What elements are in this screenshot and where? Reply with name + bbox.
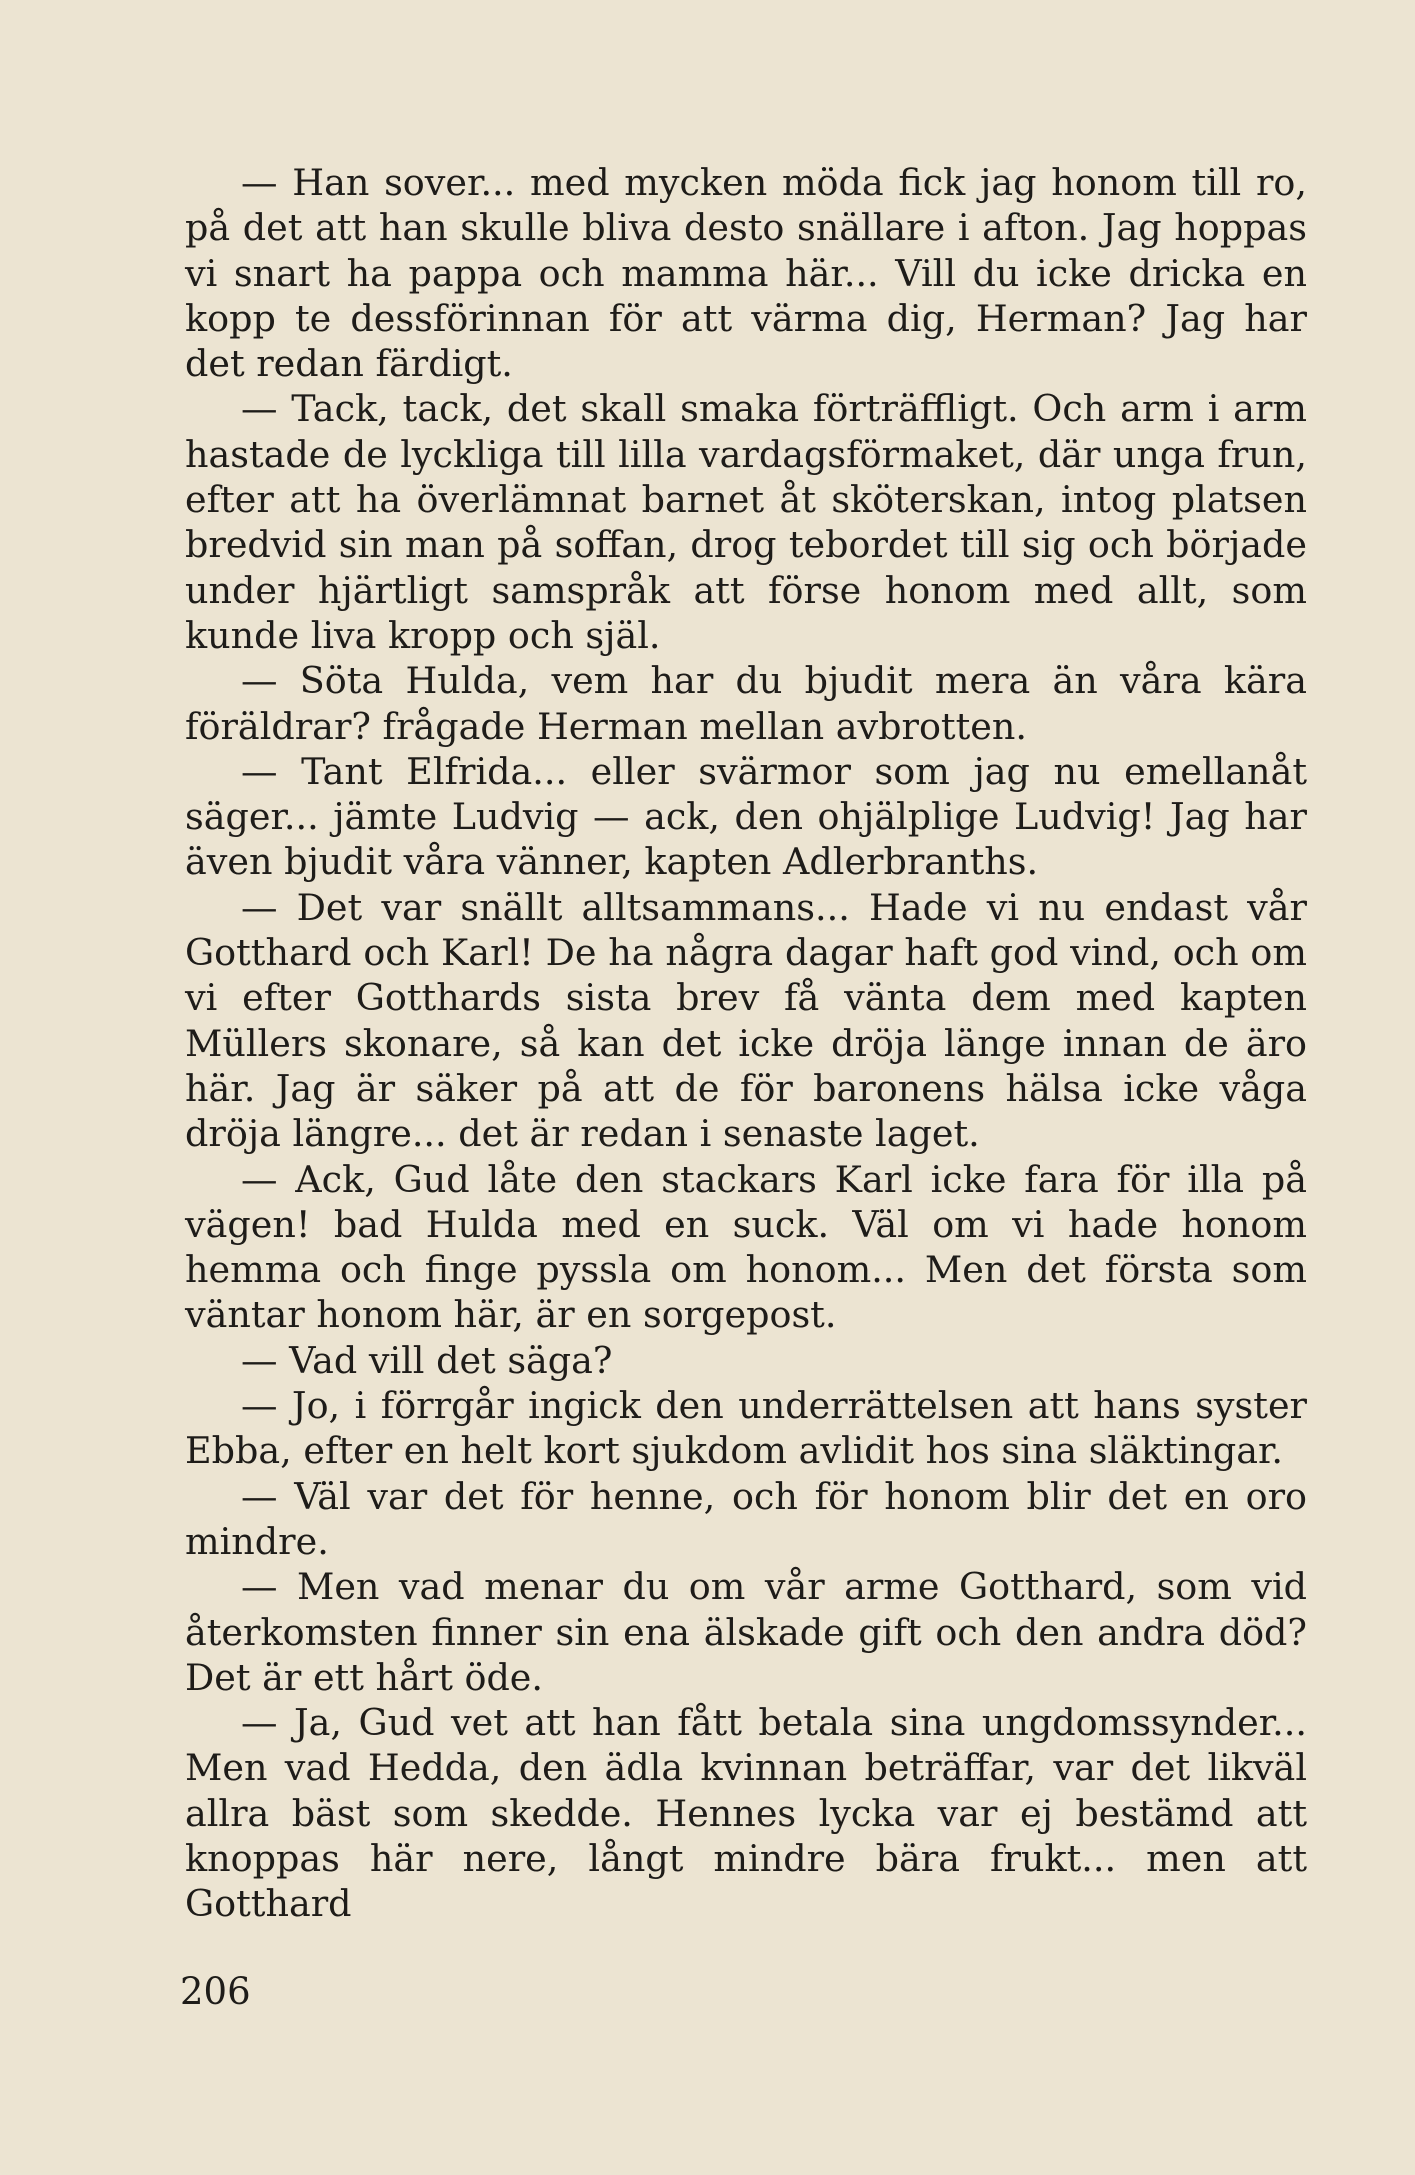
- paragraph: — Ack, Gud låte den stackars Karl icke fara för illa på vägen! bad Hulda med en suck. Väl om vi hade honom hemma och finge pyssla om honom... Men det första som väntar honom här, är en sorgepost.: [185, 1157, 1307, 1337]
- paragraph: — Vad vill det säga?: [241, 1338, 613, 1382]
- paragraph: — Han sover... med mycken möda fick jag honom till ro, på det att han skulle bliva desto snällare i afton. Jag hoppas vi snart ha pappa och mamma här... Vill du icke dricka en kopp te dessförinnan för att värma dig, Herman? Jag har det redan färdigt.: [185, 161, 1307, 386]
- paragraph: — Väl var det för henne, och för honom blir det en oro mindre.: [185, 1474, 1307, 1563]
- paragraph: — Men vad menar du om vår arme Gotthard, som vid återkomsten finner sin ena älskade gift och den andra död? Det är ett hårt öde.: [185, 1565, 1307, 1699]
- paragraph: — Söta Hulda, vem har du bjudit mera än våra kära föräldrar? frågade Herman mellan avbrotten.: [185, 659, 1307, 748]
- paragraph: — Tant Elfrida... eller svärmor som jag nu emellanåt säger... jämte Ludvig — ack, den ohjälplige Ludvig! Jag har även bjudit våra vänner, kapten Adlerbranths.: [185, 749, 1307, 884]
- body-text: [185, 160, 1307, 1927]
- page-number: 206: [180, 1970, 251, 2013]
- paragraph: — Jo, i förrgår ingick den underrättelsen att hans syster Ebba, efter en helt kort sjukdom avlidit hos sina släktingar.: [185, 1384, 1307, 1473]
- paragraph: — Ja, Gud vet att han fått betala sina ungdomssynder... Men vad Hedda, den ädla kvinnan beträffar, var det likväl allra bäst som skedde. Hennes lycka var ej bestämd att knoppas här nere, långt mindre bära frukt... men att Gotthard: [185, 1701, 1307, 1926]
- paragraph: — Det var snällt alltsammans... Hade vi nu endast vår Gotthard och Karl! De ha några dagar haft god vind, och om vi efter Gotthards sista brev få vänta dem med kapten Müllers skonare, så kan det icke dröja länge innan de äro här. Jag är säker på att de för baronens hälsa icke våga dröja längre... det är redan i senaste laget.: [185, 885, 1307, 1156]
- paragraph: — Tack, tack, det skall smaka förträffligt. Och arm i arm hastade de lyckliga till lilla vardagsförmaket, där unga frun, efter att ha överlämnat barnet åt sköterskan, intog platsen bredvid sin man på soffan, drog tebordet till sig och började under hjärtligt samspråk att förse honom med allt, som kunde liva kropp och själ.: [185, 387, 1307, 657]
